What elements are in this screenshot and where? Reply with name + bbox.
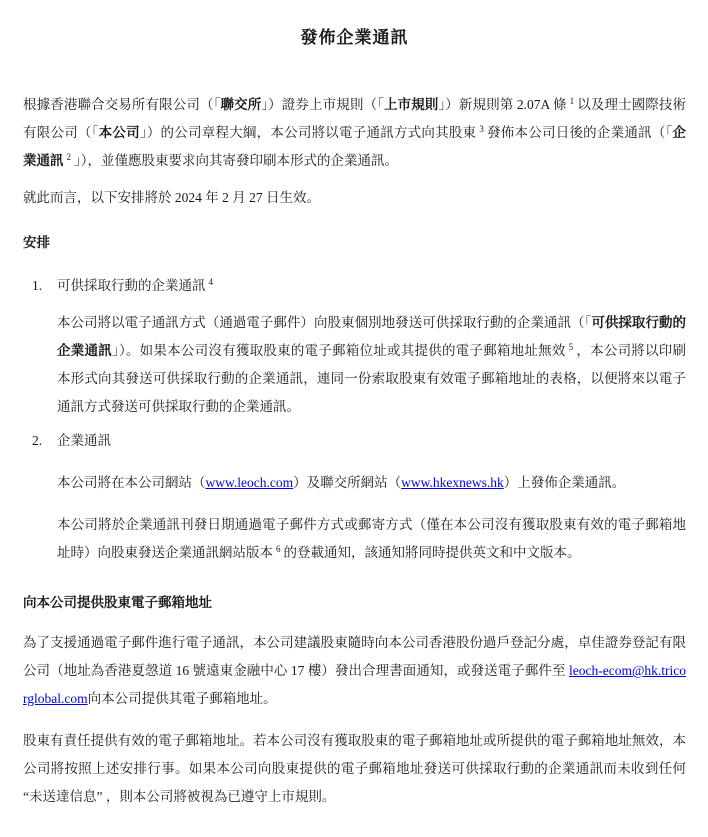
text-run: 的登載通知，該通知將同時提供英文和中文版本。: [283, 545, 581, 560]
text-run: 發佈本公司日後的企業通訊（「: [486, 125, 673, 140]
effective-date-paragraph: 就此而言，以下安排將於 2024 年 2 月 27 日生效。: [23, 190, 320, 205]
footnote-ref-2: 2: [66, 151, 71, 162]
actionable-communications-paragraph: [57, 309, 686, 421]
term-actionable-corporate-communications: 可供採取行動的企業通訊: [57, 315, 687, 358]
text-run: ）上發佈企業通訊。: [503, 475, 626, 490]
text-run: 以及理士國際技術有限公司（「: [23, 97, 687, 140]
footnote-ref-4: 4: [208, 276, 213, 287]
notification-paragraph: [57, 511, 686, 567]
term-hkex: 聯交所: [220, 97, 262, 112]
text-run: 本公司將以電子通訊方式（通過電子郵件）向股東個別地發送可供採取行動的企業通訊（「: [57, 315, 592, 330]
text-run: 本公司將在本公司網站（: [57, 475, 206, 490]
term-listing-rules: 上市規則: [383, 97, 439, 112]
text-run: 」）。如果本公司沒有獲取股東的電子郵箱位址或其提供的電子郵箱地址無效: [111, 343, 566, 358]
list-item-1-title: [57, 272, 216, 300]
provide-email-paragraph: [23, 629, 686, 713]
footnote-ref-3: 3: [479, 123, 484, 134]
provide-email-heading: 向本公司提供股東電子郵箱地址: [23, 595, 212, 610]
text-run: ）及聯交所網站（: [293, 475, 402, 490]
list-item-2-title: 企業通訊: [57, 433, 111, 448]
intro-paragraph: [23, 91, 686, 175]
email-link[interactable]: leoch-ecom@hk.tricorglobal.com: [23, 663, 686, 706]
footnote-ref-1: 1: [569, 95, 575, 106]
text-run: 可供採取行動的企業通訊: [57, 278, 206, 293]
list-item-1: [23, 272, 686, 300]
text-run: 本公司將於企業通訊刊發日期通過電子郵件方式或郵寄方式（僅在本公司沒有獲取股東有效的電子郵箱地址時）向股東發送企業通訊網站版本: [57, 517, 686, 560]
text-run: 」）的公司章程大綱，本公司將以電子通訊方式向其股東: [139, 125, 477, 140]
text-run: 」）證券上市規則（「: [261, 97, 384, 112]
arrangement-heading: 安排: [23, 235, 50, 250]
text-run: 為了支援通過電子郵件進行電子通訊，本公司建議股東隨時向本公司香港股份過戶登記分處，卓佳證券登記有限公司（地址為香港夏愨道 16 號遠東金融中心 17 樓）發出合理書面通知，或發送電子郵件至: [23, 635, 686, 678]
text-run: 」）新規則第 2.07A 條: [438, 97, 567, 112]
text-run: 」），並僅應股東要求向其寄發印刷本形式的企業通訊。: [74, 153, 398, 168]
text-run: ，本公司將以印刷本形式向其發送可供採取行動的企業通訊，連同一份索取股東有效電子郵箱地址的表格，以便將來以電子通訊方式發送可供採取行動的企業通訊。: [57, 343, 687, 414]
text-run: 根據香港聯合交易所有限公司（「: [23, 97, 221, 112]
footnote-ref-6: 6: [276, 543, 281, 554]
document-title: 發佈企業通訊: [300, 28, 409, 47]
company-website-link[interactable]: www.leoch.com: [205, 475, 294, 490]
list-item-2: [23, 427, 686, 455]
term-corporate-communications: 企業通訊: [23, 125, 687, 168]
text-run: 向本公司提供其電子郵箱地址。: [87, 691, 277, 706]
website-publication-paragraph: [57, 469, 686, 497]
list-item-2-number: 2.: [32, 433, 43, 448]
hkex-website-link[interactable]: www.hkexnews.hk: [401, 475, 504, 490]
term-company: 本公司: [98, 125, 140, 140]
footnote-ref-5: 5: [568, 341, 574, 352]
list-item-1-number: 1.: [32, 278, 43, 293]
responsibility-paragraph: 股東有責任提供有效的電子郵箱地址。若本公司沒有獲取股東的電子郵箱地址或所提供的電子郵箱地址無效，本公司將按照上述安排行事。如果本公司向股東提供的電子郵箱地址發送可供採取行動的企業通訊而未收到任何 “未送達信息” ，則本公司將被視為已遵守上市規則。: [23, 733, 686, 804]
